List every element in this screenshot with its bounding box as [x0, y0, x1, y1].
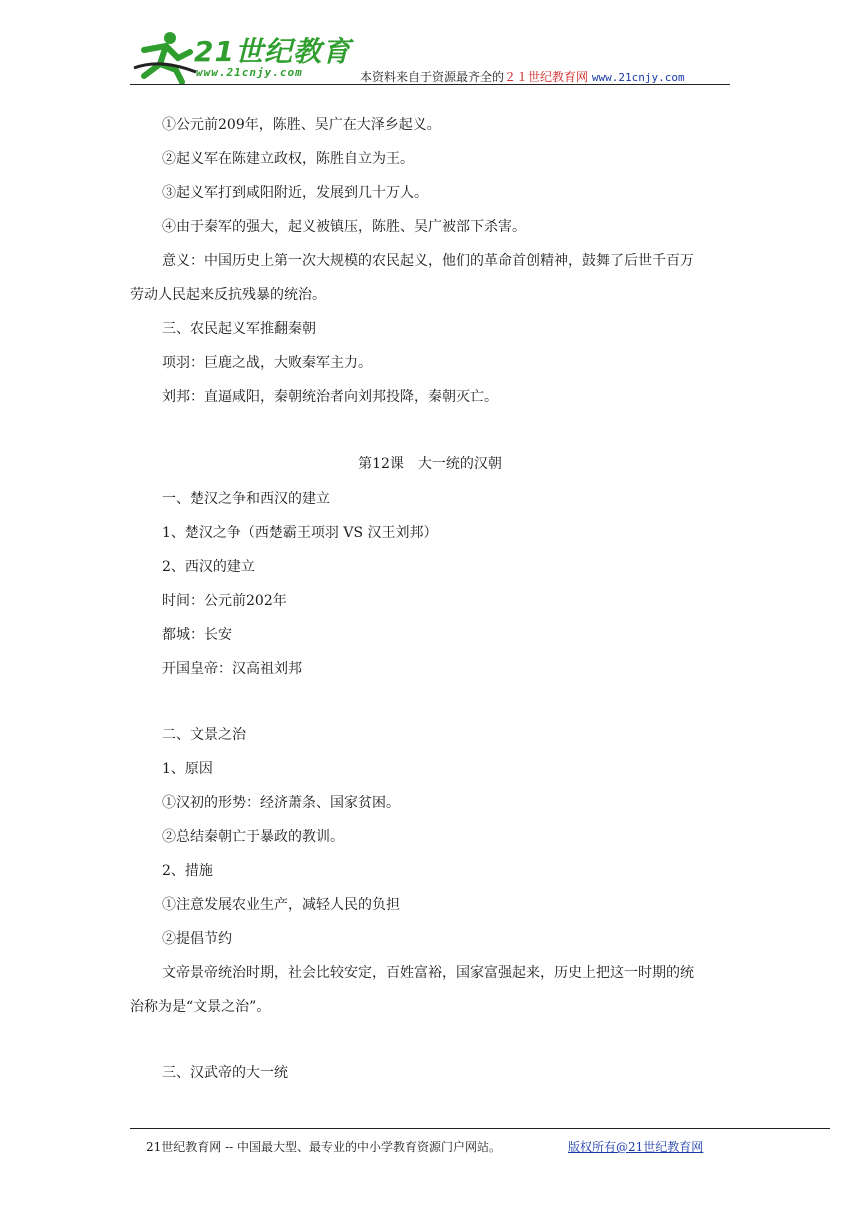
- lesson-title: 第12课 大一统的汉朝: [358, 456, 502, 472]
- text-line: 都城：长安: [162, 627, 232, 643]
- text-line: 开国皇帝：汉高祖刘邦: [162, 661, 302, 677]
- header-note: [360, 68, 685, 85]
- site-logo[interactable]: [130, 28, 351, 84]
- logo-text: 21世纪教育: [194, 35, 351, 68]
- text-line: ①公元前209年，陈胜、吴广在大泽乡起义。: [162, 117, 441, 133]
- text-line: ③起义军打到咸阳附近，发展到几十万人。: [162, 185, 428, 201]
- text-line: ①注意发展农业生产，减轻人民的负担: [162, 897, 400, 913]
- text-line: 治称为是“文景之治”。: [130, 999, 271, 1015]
- text-line: ②起义军在陈建立政权，陈胜自立为王。: [162, 151, 414, 167]
- section-heading: 二、文景之治: [162, 727, 246, 743]
- logo-url: www.21cnjy.com: [196, 66, 303, 79]
- runner-logo-icon: [130, 28, 200, 84]
- text-line: 劳动人民起来反抗残暴的统治。: [130, 287, 326, 303]
- text-line: 刘邦：直逼咸阳，秦朝统治者向刘邦投降，秦朝灭亡。: [162, 389, 498, 405]
- page-header: [130, 28, 730, 88]
- copyright-link[interactable]: 版权所有@21世纪教育网: [568, 1140, 704, 1154]
- text-line: 时间：公元前202年: [162, 593, 287, 609]
- text-line: ②提倡节约: [162, 931, 232, 947]
- text-line: 意义：中国历史上第一次大规模的农民起义，他们的革命首创精神，鼓舞了后世千百万: [162, 253, 694, 269]
- section-heading: 三、农民起义军推翻秦朝: [162, 321, 316, 337]
- text-line: 文帝景帝统治时期，社会比较安定，百姓富裕，国家富强起来，历史上把这一时期的统: [162, 965, 694, 981]
- text-line: ②总结秦朝亡于暴政的教训。: [162, 829, 344, 845]
- text-line: 2、措施: [162, 863, 213, 879]
- text-line: 项羽：巨鹿之战，大败秦军主力。: [162, 355, 372, 371]
- text-line: ④由于秦军的强大，起义被镇压，陈胜、吴广被部下杀害。: [162, 219, 526, 235]
- footer-text: 21世纪教育网 -- 中国最大型、最专业的中小学教育资源门户网站。: [146, 1140, 502, 1154]
- page-footer: [146, 1138, 704, 1155]
- section-heading: 三、汉武帝的大一统: [162, 1065, 288, 1081]
- header-note-prefix: 本资料来自于资源最齐全的: [360, 70, 505, 84]
- header-note-site: ２１世纪教育网: [504, 70, 589, 84]
- text-line: ①汉初的形势：经济萧条、国家贫困。: [162, 795, 400, 811]
- text-line: 2、西汉的建立: [162, 559, 255, 575]
- text-line: 1、原因: [162, 761, 213, 777]
- footer-divider: [130, 1128, 830, 1129]
- section-heading: 一、楚汉之争和西汉的建立: [162, 491, 330, 507]
- header-note-url[interactable]: www.21cnjy.com: [591, 71, 685, 84]
- header-divider: [130, 84, 730, 85]
- text-line: 1、楚汉之争（西楚霸王项羽 VS 汉王刘邦）: [162, 525, 438, 541]
